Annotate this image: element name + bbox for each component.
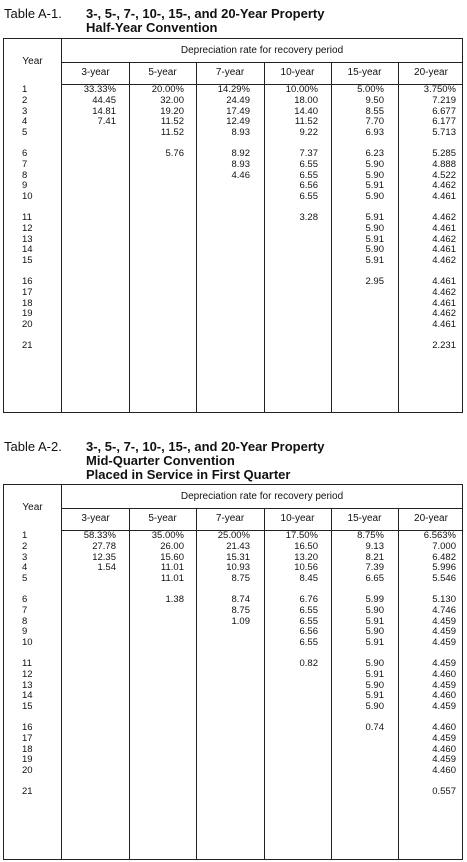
year-cell: 9 — [22, 626, 28, 638]
rate-cell-20-year: 4.459 — [432, 658, 456, 669]
rate-cell-20-year: 4.459 — [432, 615, 456, 627]
rate-cell-20-year: 3.750% — [423, 84, 456, 95]
rate-cell-7-year: 8.93 — [231, 158, 250, 170]
rate-cell-20-year: 2.231 — [432, 340, 456, 351]
rate-cell-15-year: 5.90 — [365, 191, 384, 203]
table-row — [4, 691, 462, 701]
rate-cell-20-year: 4.459 — [432, 637, 456, 649]
rate-cell-10-year: 3.28 — [299, 212, 318, 223]
rate-cell-20-year: 6.177 — [432, 116, 456, 128]
table-row — [4, 341, 462, 351]
rate-cell-20-year: 6.563% — [423, 530, 456, 541]
rate-cell-20-year: 4.460 — [432, 765, 456, 777]
rate-cell-10-year: 10.56 — [294, 562, 318, 574]
year-cell: 5 — [22, 127, 28, 139]
table-row — [4, 160, 462, 170]
table-label: Table A-2. — [4, 439, 62, 454]
table-row — [4, 723, 462, 733]
rate-cell-20-year: 4.461 — [432, 222, 456, 234]
table-row — [4, 288, 462, 298]
year-cell: 10 — [22, 637, 33, 649]
rate-cell-20-year: 6.677 — [432, 105, 456, 117]
table-row — [4, 734, 462, 744]
year-cell: 18 — [22, 297, 33, 309]
rate-cell-10-year: 6.55 — [299, 158, 318, 170]
year-cell: 13 — [22, 679, 33, 691]
rate-cell-20-year: 4.459 — [432, 754, 456, 766]
rate-cell-20-year: 4.460 — [432, 722, 456, 733]
rate-cell-15-year: 7.70 — [365, 116, 384, 128]
rate-cell-7-year: 8.92 — [231, 148, 250, 159]
rate-cell-20-year: 4.460 — [432, 668, 456, 680]
rate-cell-15-year: 8.75% — [357, 530, 384, 541]
rate-cell-10-year: 6.55 — [299, 169, 318, 181]
rate-cell-10-year: 14.40 — [294, 105, 318, 117]
table-row — [4, 638, 462, 648]
rate-cell-10-year: 13.20 — [294, 551, 318, 563]
rate-cell-15-year: 5.91 — [365, 212, 384, 223]
rate-cell-7-year: 15.31 — [226, 551, 250, 563]
period-header-15-year: 15-year — [347, 67, 382, 78]
rate-cell-10-year: 6.56 — [299, 180, 318, 192]
rate-cell-5-year: 19.20 — [160, 105, 184, 117]
rate-cell-7-year: 17.49 — [226, 105, 250, 117]
depreciation-table — [0, 437, 467, 860]
rate-cell-7-year: 14.29% — [217, 84, 250, 95]
table-row — [4, 787, 462, 797]
period-header-10-year: 10-year — [280, 67, 315, 78]
rate-cell-20-year: 4.461 — [432, 191, 456, 203]
table-row — [4, 553, 462, 563]
year-cell: 8 — [22, 169, 28, 181]
year-cell: 14 — [22, 690, 33, 702]
table-row — [4, 755, 462, 765]
rate-cell-15-year: 5.90 — [365, 604, 384, 616]
rate-cell-20-year: 5.546 — [432, 573, 456, 585]
rate-cell-15-year: 5.00% — [357, 84, 384, 95]
rate-cell-3-year: 44.45 — [92, 94, 116, 106]
rate-cell-20-year: 4.462 — [432, 180, 456, 192]
rate-cell-10-year: 17.50% — [285, 530, 318, 541]
rate-cell-15-year: 5.90 — [365, 222, 384, 234]
year-cell: 6 — [22, 594, 28, 605]
rate-cell-20-year: 4.462 — [432, 233, 456, 245]
rate-cell-15-year: 9.50 — [365, 94, 384, 106]
rate-cell-20-year: 4.746 — [432, 604, 456, 616]
year-cell: 4 — [22, 116, 28, 128]
rate-cell-10-year: 6.76 — [299, 594, 318, 605]
rate-cell-7-year: 24.49 — [226, 94, 250, 106]
rate-cell-5-year: 11.01 — [160, 573, 184, 585]
rate-cell-15-year: 5.90 — [365, 626, 384, 638]
rate-cell-20-year: 4.460 — [432, 743, 456, 755]
table-row — [4, 277, 462, 287]
table-title-line: 3-, 5-, 7-, 10-, 15-, and 20-Year Property — [86, 6, 325, 21]
rate-cell-5-year: 26.00 — [160, 540, 184, 552]
rate-cell-3-year: 7.41 — [97, 116, 116, 128]
table-row — [4, 766, 462, 776]
table-row — [4, 670, 462, 680]
rate-cell-15-year: 5.90 — [365, 701, 384, 713]
rate-cell-3-year: 58.33% — [83, 530, 116, 541]
year-cell: 15 — [22, 255, 33, 267]
rate-cell-15-year: 5.90 — [365, 679, 384, 691]
period-header-7-year: 7-year — [215, 67, 245, 78]
table-grid — [3, 38, 463, 413]
rate-cell-5-year: 1.38 — [165, 594, 184, 605]
rate-cell-5-year: 11.01 — [160, 562, 184, 574]
period-header-7-year: 7-year — [215, 513, 245, 524]
table-row — [4, 299, 462, 309]
rate-cell-10-year: 8.45 — [299, 573, 318, 585]
rate-cell-15-year: 2.95 — [365, 276, 384, 287]
year-cell: 14 — [22, 244, 33, 256]
year-cell: 13 — [22, 233, 33, 245]
depreciation-table — [0, 4, 467, 413]
rate-cell-20-year: 4.462 — [432, 255, 456, 267]
table-label: Table A-1. — [4, 6, 62, 21]
rate-cell-20-year: 4.461 — [432, 276, 456, 287]
table-row — [4, 617, 462, 627]
table-row — [4, 595, 462, 605]
year-cell: 2 — [22, 540, 28, 552]
table-row — [4, 181, 462, 191]
rate-cell-20-year: 5.285 — [432, 148, 456, 159]
rate-cell-20-year: 0.557 — [432, 786, 456, 797]
rate-cell-10-year: 6.55 — [299, 637, 318, 649]
period-header-3-year: 3-year — [81, 513, 110, 524]
period-header-20-year: 20-year — [414, 67, 448, 78]
period-header-5-year: 5-year — [148, 513, 177, 524]
year-cell: 16 — [22, 722, 33, 733]
rate-cell-20-year: 6.482 — [432, 551, 456, 563]
rate-cell-20-year: 4.461 — [432, 319, 456, 331]
rate-cell-20-year: 4.459 — [432, 626, 456, 638]
rate-cell-7-year: 1.09 — [231, 615, 250, 627]
rate-cell-10-year: 6.55 — [299, 191, 318, 203]
year-cell: 4 — [22, 562, 28, 574]
table-title-line: Mid-Quarter Convention — [86, 453, 235, 468]
rate-cell-10-year: 0.82 — [299, 658, 318, 669]
period-header-10-year: 10-year — [280, 513, 315, 524]
table-row — [4, 627, 462, 637]
rate-cell-20-year: 7.000 — [432, 540, 456, 552]
year-cell: 9 — [22, 180, 28, 192]
period-group-header: Depreciation rate for recovery period — [62, 39, 462, 63]
period-header-row — [62, 508, 462, 531]
table-row — [4, 85, 462, 95]
table-row — [4, 309, 462, 319]
rate-cell-20-year: 5.130 — [432, 594, 456, 605]
rate-cell-15-year: 5.90 — [365, 244, 384, 256]
period-header-row — [62, 62, 462, 85]
rate-cell-20-year: 4.888 — [432, 158, 456, 170]
rate-cell-15-year: 9.13 — [365, 540, 384, 552]
rate-cell-20-year: 4.459 — [432, 732, 456, 744]
year-cell: 18 — [22, 743, 33, 755]
table-row — [4, 96, 462, 106]
rate-cell-10-year: 16.50 — [294, 540, 318, 552]
rate-cell-10-year: 7.37 — [299, 148, 318, 159]
table-row — [4, 149, 462, 159]
rate-cell-10-year: 6.55 — [299, 604, 318, 616]
period-header-20-year: 20-year — [414, 513, 448, 524]
table-row — [4, 659, 462, 669]
rate-cell-20-year: 4.459 — [432, 701, 456, 713]
year-cell: 2 — [22, 94, 28, 106]
period-header-5-year: 5-year — [148, 67, 177, 78]
table-row — [4, 542, 462, 552]
year-cell: 16 — [22, 276, 33, 287]
table-title-line: Half-Year Convention — [86, 20, 218, 35]
rate-cell-20-year: 7.219 — [432, 94, 456, 106]
rate-cell-15-year: 5.91 — [365, 615, 384, 627]
rate-cell-15-year: 5.99 — [365, 594, 384, 605]
rate-cell-20-year: 4.522 — [432, 169, 456, 181]
table-row — [4, 128, 462, 138]
rate-cell-7-year: 25.00% — [217, 530, 250, 541]
rate-cell-7-year: 8.74 — [231, 594, 250, 605]
year-cell: 3 — [22, 105, 28, 117]
rate-cell-15-year: 5.91 — [365, 233, 384, 245]
year-cell: 11 — [22, 212, 32, 223]
year-cell: 21 — [22, 786, 33, 797]
rate-cell-15-year: 7.39 — [365, 562, 384, 574]
rate-cell-10-year: 11.52 — [294, 116, 318, 128]
rate-cell-15-year: 5.90 — [365, 158, 384, 170]
table-row — [4, 171, 462, 181]
rate-cell-5-year: 11.52 — [160, 127, 184, 139]
rate-cell-15-year: 5.91 — [365, 255, 384, 267]
rate-cell-15-year: 5.90 — [365, 169, 384, 181]
year-cell: 7 — [22, 604, 28, 616]
rate-cell-20-year: 4.459 — [432, 679, 456, 691]
rate-cell-5-year: 5.76 — [165, 148, 184, 159]
table-caption — [4, 439, 464, 483]
rate-cell-3-year: 1.54 — [97, 562, 116, 574]
table-grid — [3, 484, 463, 860]
period-group-header: Depreciation rate for recovery period — [62, 485, 462, 509]
period-header-3-year: 3-year — [81, 67, 110, 78]
rate-cell-15-year: 6.93 — [365, 127, 384, 139]
table-row — [4, 224, 462, 234]
table-row — [4, 574, 462, 584]
table-row — [4, 320, 462, 330]
table-row — [4, 213, 462, 223]
year-cell: 1 — [22, 530, 28, 541]
rate-cell-20-year: 4.461 — [432, 244, 456, 256]
year-cell: 8 — [22, 615, 28, 627]
year-cell: 6 — [22, 148, 28, 159]
table-caption — [4, 6, 464, 36]
rate-cell-7-year: 21.43 — [226, 540, 250, 552]
year-cell: 17 — [22, 286, 33, 298]
year-cell: 3 — [22, 551, 28, 563]
rate-cell-7-year: 8.93 — [231, 127, 250, 139]
rate-cell-20-year: 4.462 — [432, 286, 456, 298]
table-row — [4, 192, 462, 202]
rate-cell-5-year: 35.00% — [151, 530, 184, 541]
table-row — [4, 745, 462, 755]
rate-cell-5-year: 15.60 — [160, 551, 184, 563]
year-header: Year — [22, 502, 43, 513]
year-cell: 15 — [22, 701, 33, 713]
rate-cell-3-year: 14.81 — [92, 105, 116, 117]
rate-cell-15-year: 8.55 — [365, 105, 384, 117]
rate-cell-10-year: 6.56 — [299, 626, 318, 638]
table-row — [4, 681, 462, 691]
year-cell: 19 — [22, 308, 33, 320]
year-cell: 20 — [22, 319, 33, 331]
year-cell: 12 — [22, 668, 33, 680]
rate-cell-15-year: 5.91 — [365, 690, 384, 702]
rate-cell-3-year: 33.33% — [83, 84, 116, 95]
rate-cell-10-year: 9.22 — [299, 127, 318, 139]
period-header-15-year: 15-year — [347, 513, 382, 524]
table-row — [4, 117, 462, 127]
rate-cell-5-year: 11.52 — [160, 116, 184, 128]
rate-cell-3-year: 12.35 — [92, 551, 116, 563]
year-cell: 12 — [22, 222, 33, 234]
rate-cell-10-year: 10.00% — [285, 84, 318, 95]
rate-cell-15-year: 5.91 — [365, 637, 384, 649]
year-cell: 5 — [22, 573, 28, 585]
rate-cell-7-year: 8.75 — [231, 604, 250, 616]
rate-cell-15-year: 6.65 — [365, 573, 384, 585]
rate-cell-15-year: 0.74 — [365, 722, 384, 733]
table-row — [4, 256, 462, 266]
rate-cell-10-year: 18.00 — [294, 94, 318, 106]
rate-cell-7-year: 8.75 — [231, 573, 250, 585]
year-header: Year — [22, 56, 43, 67]
rate-cell-15-year: 5.91 — [365, 668, 384, 680]
rate-cell-7-year: 12.49 — [226, 116, 250, 128]
year-cell: 1 — [22, 84, 28, 95]
rate-cell-15-year: 6.23 — [365, 148, 384, 159]
rate-cell-20-year: 5.996 — [432, 562, 456, 574]
year-cell: 17 — [22, 732, 33, 744]
rate-cell-10-year: 6.55 — [299, 615, 318, 627]
rate-cell-15-year: 5.91 — [365, 180, 384, 192]
table-title-line: 3-, 5-, 7-, 10-, 15-, and 20-Year Property — [86, 439, 325, 454]
table-title-line: Placed in Service in First Quarter — [86, 467, 291, 482]
rate-cell-15-year: 5.90 — [365, 658, 384, 669]
rate-cell-3-year: 27.78 — [92, 540, 116, 552]
year-cell: 7 — [22, 158, 28, 170]
rate-cell-20-year: 4.461 — [432, 297, 456, 309]
year-cell: 10 — [22, 191, 33, 203]
table-row — [4, 245, 462, 255]
table-row — [4, 606, 462, 616]
table-row — [4, 107, 462, 117]
rate-cell-7-year: 4.46 — [231, 169, 250, 181]
year-cell: 19 — [22, 754, 33, 766]
rate-cell-5-year: 32.00 — [160, 94, 184, 106]
table-row — [4, 702, 462, 712]
rate-cell-15-year: 8.21 — [365, 551, 384, 563]
table-row — [4, 531, 462, 541]
table-row — [4, 235, 462, 245]
rate-cell-5-year: 20.00% — [151, 84, 184, 95]
year-cell: 21 — [22, 340, 33, 351]
rate-cell-20-year: 4.462 — [432, 212, 456, 223]
rate-cell-20-year: 5.713 — [432, 127, 456, 139]
year-cell: 11 — [22, 658, 32, 669]
year-cell: 20 — [22, 765, 33, 777]
table-row — [4, 563, 462, 573]
rate-cell-7-year: 10.93 — [226, 562, 250, 574]
rate-cell-20-year: 4.460 — [432, 690, 456, 702]
rate-cell-20-year: 4.462 — [432, 308, 456, 320]
